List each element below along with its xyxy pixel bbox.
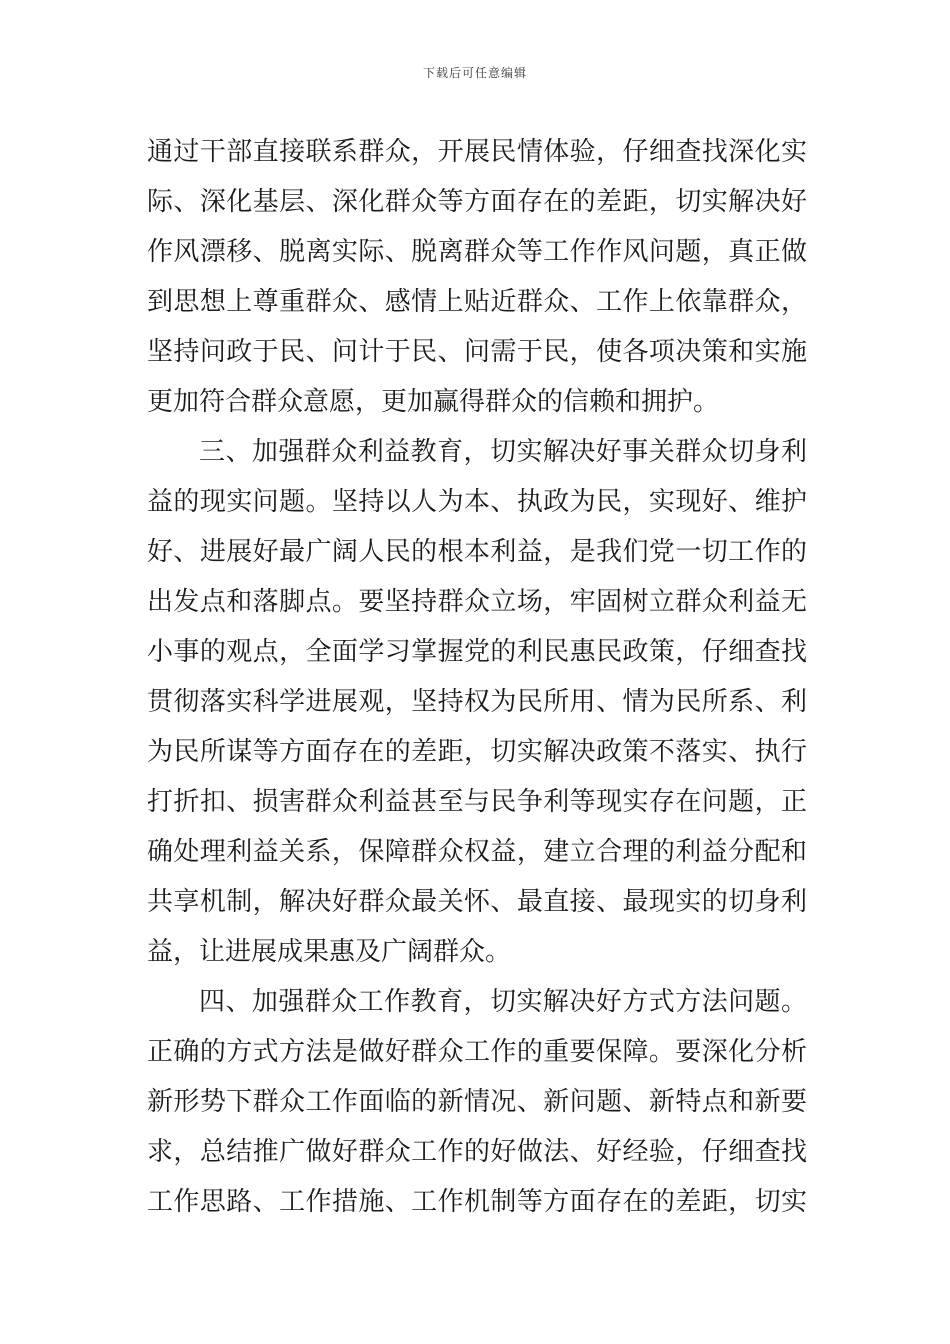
text-line: 工作思路、工作措施、工作机制等方面存在的差距，切实 bbox=[147, 1187, 807, 1217]
text-line: 新形势下群众工作面临的新情况、新问题、新特点和新要 bbox=[147, 1087, 807, 1117]
text-line: 更加符合群众意愿，更加赢得群众的信赖和拥护。 bbox=[147, 387, 720, 417]
text-line: 打折扣、损害群众利益甚至与民争利等现实存在问题，正 bbox=[147, 787, 807, 817]
text-line: 好、进展好最广阔人民的根本利益，是我们党一切工作的 bbox=[147, 537, 807, 567]
text-line: 出发点和落脚点。要坚持群众立场，牢固树立群众利益无 bbox=[147, 587, 807, 617]
text-line: 小事的观点，全面学习掌握党的利民惠民政策，仔细查找 bbox=[147, 637, 807, 667]
text-line: 际、深化基层、深化群众等方面存在的差距，切实解决好 bbox=[147, 187, 807, 217]
page-header: 下载后可任意编辑 bbox=[422, 66, 527, 80]
text-line: 贯彻落实科学进展观，坚持权为民所用、情为民所系、利 bbox=[147, 687, 807, 717]
text-line: 益，让进展成果惠及广阔群众。 bbox=[147, 937, 512, 967]
text-line: 求，总结推广做好群众工作的好做法、好经验，仔细查找 bbox=[147, 1137, 807, 1167]
text-line: 坚持问政于民、问计于民、问需于民，使各项决策和实施 bbox=[147, 337, 807, 367]
text-line: 为民所谋等方面存在的差距，切实解决政策不落实、执行 bbox=[147, 737, 807, 767]
text-line: 通过干部直接联系群众，开展民情体验，仔细查找深化实 bbox=[147, 137, 807, 167]
text-line: 正确的方式方法是做好群众工作的重要保障。要深化分析 bbox=[147, 1037, 807, 1067]
text-line: 共享机制，解决好群众最关怀、最直接、最现实的切身利 bbox=[147, 887, 807, 917]
body-text bbox=[147, 127, 807, 1227]
text-line: 确处理利益关系，保障群众权益，建立合理的利益分配和 bbox=[147, 837, 807, 867]
text-line: 三、加强群众利益教育，切实解决好事关群众切身利 bbox=[199, 437, 807, 467]
text-line: 四、加强群众工作教育，切实解决好方式方法问题。 bbox=[199, 987, 807, 1017]
text-line: 到思想上尊重群众、感情上贴近群众、工作上依靠群众， bbox=[147, 287, 807, 317]
text-line: 益的现实问题。坚持以人为本、执政为民，实现好、维护 bbox=[147, 487, 807, 517]
text-line: 作风漂移、脱离实际、脱离群众等工作作风问题，真正做 bbox=[147, 237, 807, 267]
